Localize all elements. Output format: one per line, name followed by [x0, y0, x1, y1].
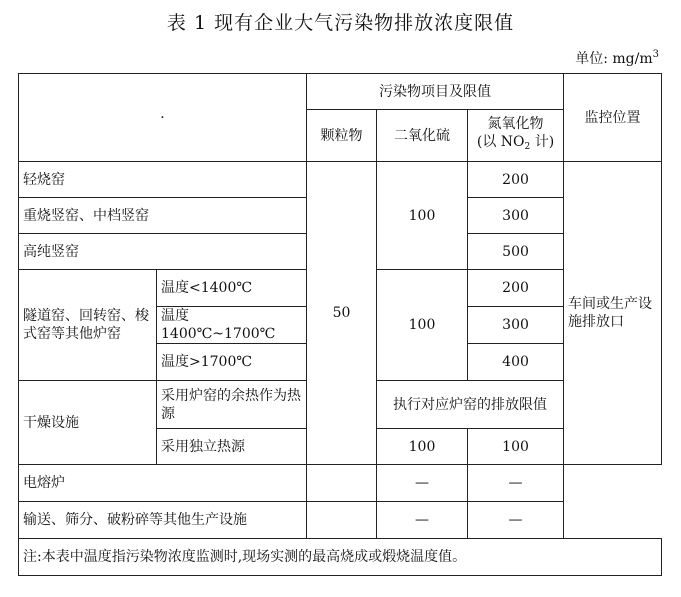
row-label-drying: 干燥设施	[19, 381, 157, 465]
unit-exponent: 3	[652, 49, 659, 60]
nox-limit-heavy-kiln: 300	[468, 198, 564, 234]
row-label-drying-waste-heat: 采用炉窑的余热作为热源	[157, 381, 307, 429]
header-pollutant-group: 污染物项目及限值	[307, 74, 564, 110]
row-label-tunnel-group: 隧道窑、回转窑、梭式窑等其他炉窑	[19, 270, 157, 381]
row-label-drying-independent: 采用独立热源	[157, 429, 307, 465]
table-note: 注:本表中温度指污染物浓度监测时,现场实测的最高烧成或煅烧温度值。	[19, 539, 662, 576]
header-nox-basis-end: 计)	[530, 134, 555, 150]
so2-limit-other: —	[377, 502, 468, 539]
row-label-heavy-kiln: 重烧竖窑、中档竖窑	[19, 198, 307, 234]
row-label-other-facilities: 输送、筛分、破粉碎等其他生产设施	[19, 502, 307, 539]
row-label-temp-low: 温度<1400℃	[157, 270, 307, 307]
so2-limit-drying-independent: 100	[377, 429, 468, 465]
row-label-temp-high: 温度>1700℃	[157, 344, 307, 381]
corner-mark: ·	[160, 109, 165, 126]
nox-limit-temp-high: 400	[468, 344, 564, 381]
emission-limits-table	[18, 73, 662, 576]
row-label-temp-mid: 温度1400℃~1700℃	[157, 307, 307, 344]
header-nox-line1: 氮氧化物	[487, 116, 544, 132]
particulate-limit-other	[307, 502, 377, 539]
header-so2: 二氧化硫	[377, 110, 468, 162]
header-monitor-location: 监控位置	[564, 74, 662, 162]
header-nox	[468, 110, 564, 162]
so2-limit-tunnel-group: 100	[377, 270, 468, 381]
particulate-limit-furnace	[307, 465, 377, 502]
header-corner	[19, 74, 307, 162]
row-label-high-purity: 高纯竖窑	[19, 234, 307, 270]
drying-waste-heat-limit: 执行对应炉窑的排放限值	[377, 381, 564, 429]
nox-limit-temp-mid: 300	[468, 307, 564, 344]
particulate-limit: 50	[307, 162, 377, 465]
row-label-furnace: 电熔炉	[19, 465, 307, 502]
header-particulate: 颗粒物	[307, 110, 377, 162]
nox-limit-temp-low: 200	[468, 270, 564, 307]
header-nox-subscript: 2	[524, 142, 531, 152]
header-nox-basis: (以 NO	[476, 134, 525, 150]
row-label-light-kiln: 轻烧窑	[19, 162, 307, 198]
monitor-location: 车间或生产设施排放口	[564, 162, 662, 465]
nox-limit-drying-independent: 100	[468, 429, 564, 465]
so2-limit-kiln-group: 100	[377, 162, 468, 270]
unit-label	[575, 48, 659, 68]
nox-limit-furnace: —	[468, 465, 564, 502]
nox-limit-light-kiln: 200	[468, 162, 564, 198]
table-title: 表 1 现有企业大气污染物排放浓度限值	[166, 12, 515, 34]
unit-text: 单位: mg/m	[575, 51, 653, 67]
nox-limit-other: —	[468, 502, 564, 539]
so2-limit-furnace: —	[377, 465, 468, 502]
nox-limit-high-purity: 500	[468, 234, 564, 270]
